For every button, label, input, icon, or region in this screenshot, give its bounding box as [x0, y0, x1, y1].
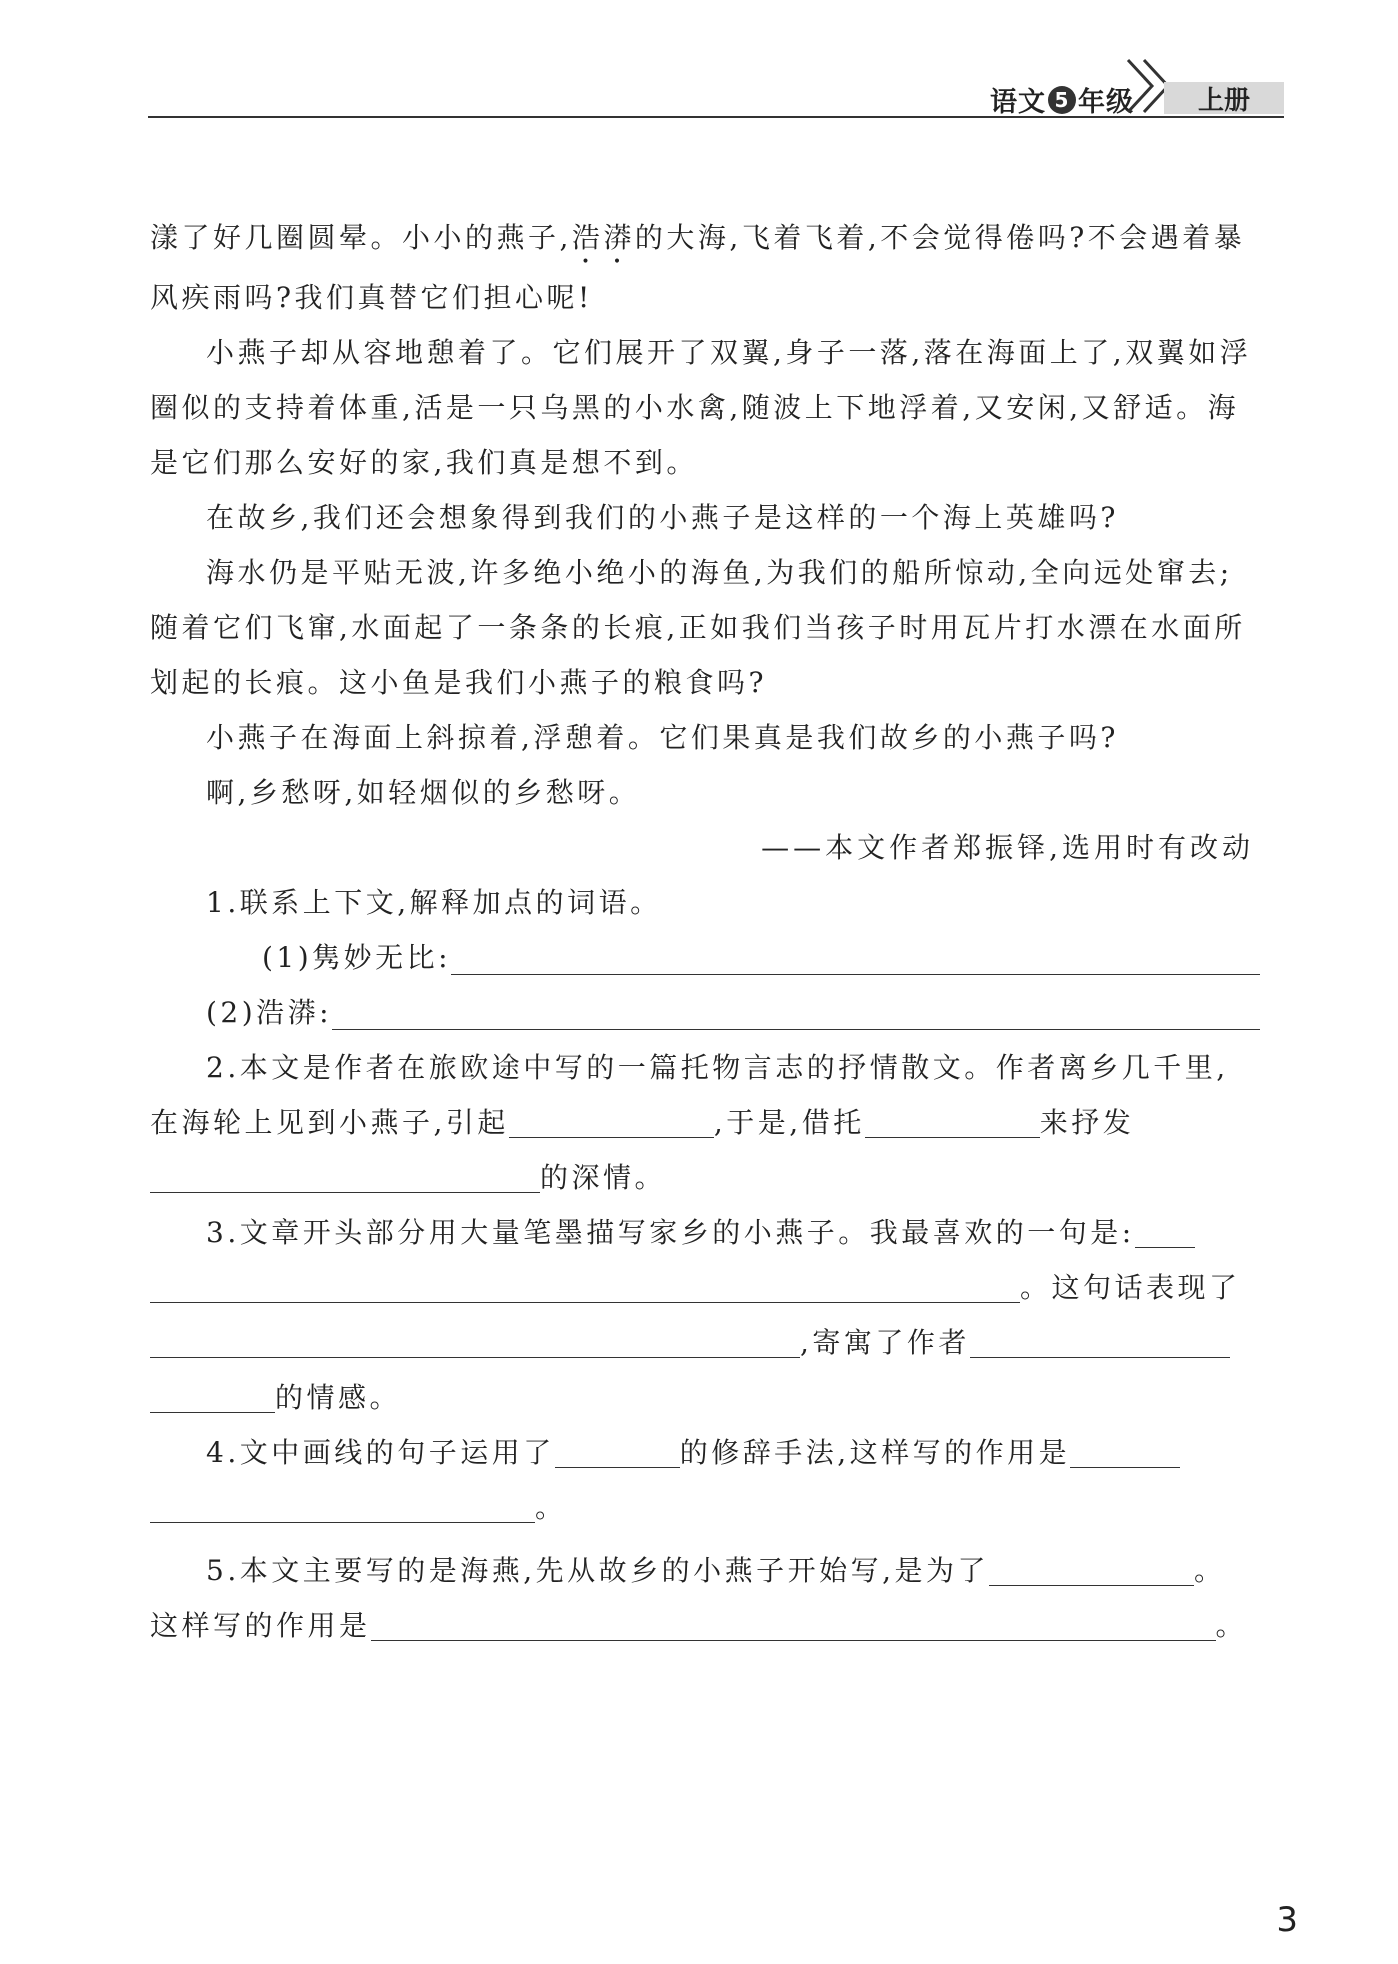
answer-blank[interactable] [371, 1606, 1216, 1641]
question-5 [150, 1543, 1260, 1653]
question-text: 2.本文是作者在旅欧途中写的一篇托物言志的抒情散文。作者离乡几千里,在海轮上见到小燕子,引起 [150, 1051, 1229, 1139]
question-label: (2)浩漭: [206, 996, 333, 1029]
question-3 [150, 1205, 1260, 1425]
question-text: 。 [535, 1491, 567, 1524]
question-text: 的深情。 [540, 1161, 667, 1194]
answer-blank[interactable] [970, 1323, 1230, 1358]
passage-source: ——本文作者郑振铎,选用时有改动 [761, 831, 1254, 864]
question-1-1 [150, 930, 1260, 985]
page-number: 3 [1276, 1900, 1298, 1940]
passage-text: 漾了好几圈圆晕。小小的燕子, [150, 221, 572, 254]
question-text: 5.本文主要写的是海燕,先从故乡的小燕子开始写,是为了 [206, 1554, 990, 1587]
question-text: 。这句话表现了 [1020, 1271, 1241, 1304]
question-text: 。 [1194, 1554, 1226, 1587]
question-text: 来抒发 [1039, 1106, 1135, 1139]
question-text: 这样写的作用是 [150, 1609, 371, 1642]
answer-blank[interactable] [150, 1378, 275, 1413]
question-text: 3.文章开头部分用大量笔墨描写家乡的小燕子。我最喜欢的一句是: [206, 1216, 1135, 1249]
worksheet-content [150, 210, 1260, 1653]
subject-name: 语文 [990, 87, 1046, 118]
answer-blank[interactable] [150, 1323, 800, 1358]
answer-blank[interactable] [989, 1551, 1194, 1586]
question-text: 的情感。 [275, 1381, 402, 1414]
answer-blank[interactable] [451, 940, 1260, 975]
answer-blank[interactable] [865, 1103, 1040, 1138]
passage-paragraph-5: 小燕子在海面上斜掠着,浮憩着。它们果真是我们故乡的小燕子吗? [206, 721, 1119, 754]
answer-blank[interactable] [555, 1433, 680, 1468]
answer-blank[interactable] [509, 1103, 714, 1138]
passage-text: 的大海,飞着飞着,不会觉得倦吗?不会遇着暴风疾雨吗?我们真替它们担心呢! [150, 221, 1246, 314]
subject-grade-label [990, 80, 1134, 119]
answer-blank[interactable] [1070, 1433, 1180, 1468]
dotted-word: 浩漭 [571, 221, 635, 254]
question-1: 1.联系上下文,解释加点的词语。 [206, 886, 662, 919]
passage-paragraph-2: 小燕子却从容地憩着了。它们展开了双翼,身子一落,落在海面上了,双翼如浮圈似的支持着体重,活是一只乌黑的小水禽,随波上下地浮着,又安闲,又舒适。海是它们那么安好的家,我们真是想不到。 [150, 336, 1252, 479]
passage-paragraph-3: 在故乡,我们还会想象得到我们的小燕子是这样的一个海上英雄吗? [206, 501, 1119, 534]
page-header [148, 78, 1284, 118]
question-text: 。 [1215, 1609, 1248, 1642]
question-text: 的修辞手法,这样写的作用是 [679, 1436, 1071, 1469]
volume-label: 上册 [1164, 82, 1284, 114]
answer-blank[interactable] [150, 1158, 540, 1193]
answer-blank[interactable] [150, 1268, 1020, 1303]
passage-paragraph-4: 海水仍是平贴无波,许多绝小绝小的海鱼,为我们的船所惊动,全向远处窜去;随着它们飞窜,水面起了一条条的长痕,正如我们当孩子时用瓦片打水漂在水面所划起的长痕。这小鱼是我们小燕子的粮食吗? [150, 556, 1246, 699]
question-text: ,于是,借托 [713, 1106, 865, 1139]
question-label: (1)隽妙无比: [262, 941, 452, 974]
question-4 [150, 1425, 1260, 1535]
question-text: ,寄寓了作者 [800, 1326, 970, 1359]
question-text: 4.文中画线的句子运用了 [206, 1436, 555, 1469]
question-2 [150, 1040, 1260, 1205]
passage-paragraph-1 [150, 210, 1260, 325]
answer-blank[interactable] [332, 995, 1260, 1030]
question-1-2 [150, 985, 1260, 1040]
passage-paragraph-6: 啊,乡愁呀,如轻烟似的乡愁呀。 [206, 776, 641, 809]
grade-suffix: 年级 [1078, 87, 1134, 118]
grade-number-badge: 5 [1048, 86, 1076, 114]
answer-blank[interactable] [150, 1488, 535, 1523]
answer-blank[interactable] [1135, 1213, 1195, 1248]
